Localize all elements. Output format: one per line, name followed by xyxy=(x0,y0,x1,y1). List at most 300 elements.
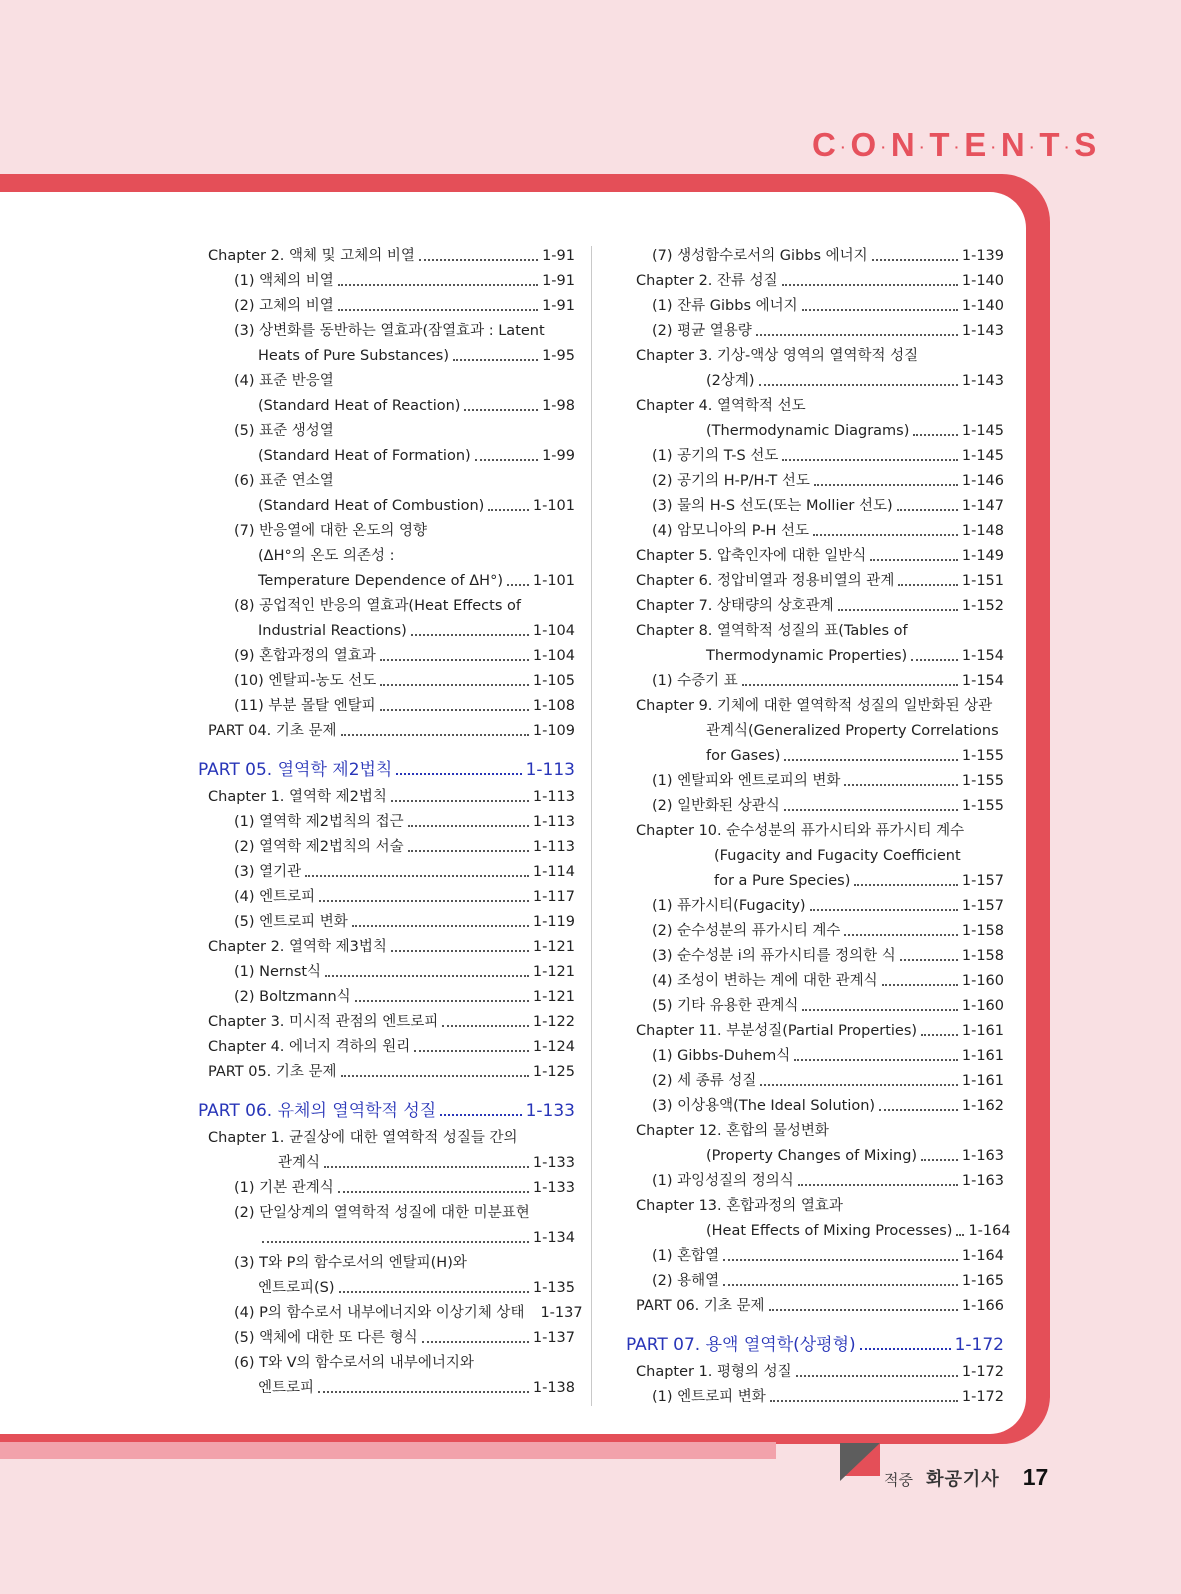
toc-entry[interactable] xyxy=(626,794,1004,819)
toc-entry-title: Chapter 1. 균질상에 대한 열역학적 성질들 간의 xyxy=(208,1130,518,1146)
toc-leader-dots xyxy=(756,334,958,336)
toc-entry-title: (1) 수증기 표 xyxy=(652,673,738,689)
toc-entry[interactable] xyxy=(626,644,1004,669)
toc-entry-title: (2) 세 종류 성질 xyxy=(652,1073,757,1089)
toc-entry-title: Chapter 2. 액체 및 고체의 비열 xyxy=(208,248,415,264)
toc-page-number: 1-133 xyxy=(532,1180,575,1196)
footer-book-title: 화공기사 xyxy=(926,1469,1000,1490)
toc-page-number: 1-157 xyxy=(961,898,1004,914)
toc-leader-dots xyxy=(422,1341,529,1343)
toc-page-number: 1-124 xyxy=(532,1039,575,1055)
toc-leader-dots xyxy=(784,809,958,811)
toc-leader-dots xyxy=(723,1284,958,1286)
toc-entry[interactable] xyxy=(198,1010,575,1035)
toc-page-number: 1-113 xyxy=(525,760,575,780)
toc-page-number: 1-105 xyxy=(532,673,575,689)
toc-entry[interactable] xyxy=(626,969,1004,994)
toc-entry-title: Chapter 3. 기상-액상 영역의 열역학적 성질 xyxy=(636,348,919,364)
toc-entry[interactable] xyxy=(626,769,1004,794)
toc-entry[interactable] xyxy=(626,319,1004,344)
toc-page-number: 1-140 xyxy=(961,273,1004,289)
toc-page-number: 1-101 xyxy=(532,498,575,514)
toc-entry-title: (1) 과잉성질의 정의식 xyxy=(652,1173,794,1189)
toc-entry[interactable] xyxy=(198,1301,583,1326)
toc-page-number: 1-121 xyxy=(532,989,575,1005)
toc-entry-title: (1) 혼합열 xyxy=(652,1248,720,1264)
toc-page-number: 1-98 xyxy=(542,398,575,414)
toc-entry[interactable] xyxy=(198,1151,575,1176)
toc-leader-dots xyxy=(419,259,538,261)
toc-page-number: 1-135 xyxy=(532,1280,575,1296)
toc-page-number: 1-113 xyxy=(532,839,575,855)
toc-entry-title: (2) 단일상계의 열역학적 성질에 대한 미분표현 xyxy=(234,1205,530,1221)
toc-entry[interactable] xyxy=(198,619,575,644)
toc-entry[interactable] xyxy=(626,844,1004,869)
toc-entry-title: Chapter 2. 잔류 성질 xyxy=(636,273,778,289)
toc-leader-dots xyxy=(838,609,958,611)
toc-page-number: 1-163 xyxy=(961,1173,1004,1189)
toc-entry-title: (2상계) xyxy=(706,373,755,389)
toc-page-number: 1-155 xyxy=(961,748,1004,764)
toc-page-number: 1-151 xyxy=(961,573,1004,589)
toc-entry-title: (9) 혼합과정의 열효과 xyxy=(234,648,376,664)
toc-page-number: 1-91 xyxy=(542,248,575,264)
toc-page-number: 1-117 xyxy=(532,889,575,905)
toc-entry[interactable] xyxy=(626,1094,1004,1119)
toc-entry[interactable] xyxy=(626,394,1004,419)
toc-leader-dots xyxy=(339,1291,529,1293)
toc-entry[interactable] xyxy=(626,719,1004,744)
toc-page-number: 1-140 xyxy=(961,298,1004,314)
toc-page-number: 1-137 xyxy=(532,1330,575,1346)
toc-entry[interactable] xyxy=(198,1226,575,1251)
toc-leader-dots xyxy=(475,459,538,461)
toc-part-heading[interactable] xyxy=(626,1331,1004,1360)
toc-entry-title: Chapter 1. 평형의 성질 xyxy=(636,1364,792,1380)
toc-leader-dots xyxy=(798,1184,958,1186)
toc-page-number: 1-148 xyxy=(961,523,1004,539)
toc-page-number: 1-113 xyxy=(532,789,575,805)
toc-entry[interactable] xyxy=(626,619,1004,644)
toc-entry[interactable] xyxy=(198,1201,575,1226)
toc-entry[interactable] xyxy=(626,944,1004,969)
toc-entry-title: (3) 상변화를 동반하는 열효과(잠열효과 : Latent xyxy=(234,323,545,339)
toc-entry-title: Chapter 4. 에너지 격하의 원리 xyxy=(208,1039,411,1055)
toc-entry[interactable] xyxy=(198,885,575,910)
toc-page-number: 1-121 xyxy=(532,939,575,955)
toc-entry-title: (5) 엔트로피 변화 xyxy=(234,914,348,930)
toc-entry[interactable] xyxy=(198,294,575,319)
toc-page-number: 1-152 xyxy=(961,598,1004,614)
toc-leader-dots xyxy=(341,734,529,736)
toc-page-number: 1-133 xyxy=(532,1155,575,1171)
toc-entry[interactable] xyxy=(198,1351,575,1376)
toc-entry[interactable] xyxy=(626,919,1004,944)
toc-leader-dots xyxy=(408,825,529,827)
toc-entry[interactable] xyxy=(626,1019,1004,1044)
toc-entry[interactable] xyxy=(626,294,1004,319)
toc-entry-title: Chapter 4. 열역학적 선도 xyxy=(636,398,806,414)
toc-entry[interactable] xyxy=(198,810,575,835)
toc-page-number: 1-108 xyxy=(532,698,575,714)
toc-entry-title: (1) 엔트로피 변화 xyxy=(652,1389,766,1405)
toc-page-number: 1-165 xyxy=(961,1273,1004,1289)
toc-leader-dots xyxy=(913,434,957,436)
toc-page-number: 1-161 xyxy=(961,1073,1004,1089)
toc-leader-dots xyxy=(453,359,538,361)
toc-page-number: 1-91 xyxy=(542,298,575,314)
toc-entry[interactable] xyxy=(626,869,1004,894)
toc-leader-dots xyxy=(897,509,958,511)
toc-entry-title: (2) 평균 열용량 xyxy=(652,323,752,339)
toc-entry[interactable] xyxy=(626,894,1004,919)
toc-entry-title: (8) 공업적인 반응의 열효과(Heat Effects of xyxy=(234,598,521,614)
toc-entry-title: (5) 기타 유용한 관계식 xyxy=(652,998,799,1014)
toc-left-column xyxy=(198,244,583,1401)
toc-entry[interactable] xyxy=(626,1044,1004,1069)
toc-leader-dots xyxy=(324,1166,529,1168)
toc-page-number: 1-121 xyxy=(532,964,575,980)
toc-page-number: 1-104 xyxy=(532,648,575,664)
toc-entry-title: Chapter 7. 상태량의 상호관계 xyxy=(636,598,834,614)
toc-entry[interactable] xyxy=(626,744,1004,769)
toc-leader-dots xyxy=(440,1114,521,1116)
toc-leader-dots xyxy=(355,1000,529,1002)
toc-entry[interactable] xyxy=(626,1169,1004,1194)
toc-entry[interactable] xyxy=(626,1069,1004,1094)
toc-leader-dots xyxy=(338,284,538,286)
toc-page-number: 1-122 xyxy=(532,1014,575,1030)
toc-leader-dots xyxy=(770,1400,958,1402)
toc-page-number: 1-91 xyxy=(542,273,575,289)
toc-entry-title: (Heat Effects of Mixing Processes) xyxy=(706,1223,953,1239)
contents-title: C ·O ·N ·T ·E ·N ·T ·S xyxy=(812,126,1100,163)
toc-leader-dots xyxy=(854,884,958,886)
toc-entry-title: (2) 공기의 H-P/H-T 선도 xyxy=(652,473,810,489)
toc-entry[interactable] xyxy=(626,494,1004,519)
toc-entry[interactable] xyxy=(198,419,575,444)
column-divider xyxy=(591,246,592,1406)
toc-entry[interactable] xyxy=(198,319,575,344)
toc-leader-dots xyxy=(900,959,958,961)
toc-entry[interactable] xyxy=(626,1144,1004,1169)
toc-leader-dots xyxy=(414,1050,529,1052)
toc-page-number: 1-158 xyxy=(961,923,1004,939)
toc-leader-dots xyxy=(380,684,529,686)
toc-entry[interactable] xyxy=(198,985,575,1010)
toc-entry-title: PART 05. 기초 문제 xyxy=(208,1064,337,1080)
toc-entry-title: (7) 생성함수로서의 Gibbs 에너지 xyxy=(652,248,868,264)
toc-leader-dots xyxy=(507,584,529,586)
toc-leader-dots xyxy=(723,1259,958,1261)
toc-entry[interactable] xyxy=(626,369,1004,394)
toc-entry[interactable] xyxy=(626,1385,1004,1410)
toc-leader-dots xyxy=(814,484,958,486)
toc-leader-dots xyxy=(380,709,529,711)
toc-entry[interactable] xyxy=(626,1219,1011,1244)
toc-entry[interactable] xyxy=(198,719,575,744)
toc-leader-dots xyxy=(802,1009,957,1011)
toc-entry-title: Chapter 11. 부분성질(Partial Properties) xyxy=(636,1023,918,1039)
toc-entry-title: PART 04. 기초 문제 xyxy=(208,723,337,739)
toc-entry[interactable] xyxy=(198,694,575,719)
toc-entry-title: (3) 이상용액(The Ideal Solution) xyxy=(652,1098,876,1114)
toc-leader-dots xyxy=(813,534,958,536)
toc-page-number: 1-145 xyxy=(961,448,1004,464)
toc-leader-dots xyxy=(802,309,958,311)
toc-entry-title: (1) Nernst식 xyxy=(234,964,322,980)
toc-entry-title: Chapter 13. 혼합과정의 열효과 xyxy=(636,1198,843,1214)
toc-entry[interactable] xyxy=(626,694,1004,719)
toc-leader-dots xyxy=(442,1025,529,1027)
toc-entry-title: Chapter 9. 기체에 대한 열역학적 성질의 일반화된 상관 xyxy=(636,698,993,714)
toc-leader-dots xyxy=(956,1234,964,1236)
toc-page-number: 1-113 xyxy=(532,814,575,830)
toc-entry[interactable] xyxy=(198,935,575,960)
toc-page-number: 1-164 xyxy=(961,1248,1004,1264)
toc-entry-title: (1) 기본 관계식 xyxy=(234,1180,334,1196)
toc-part-heading[interactable] xyxy=(198,1097,575,1126)
toc-page-number: 1-155 xyxy=(961,798,1004,814)
toc-entry-title: (2) 순수성분의 퓨가시티 계수 xyxy=(652,923,841,939)
toc-leader-dots xyxy=(341,1075,529,1077)
toc-leader-dots xyxy=(882,984,958,986)
toc-entry[interactable] xyxy=(626,1269,1004,1294)
toc-leader-dots xyxy=(319,900,529,902)
toc-entry[interactable] xyxy=(626,244,1004,269)
toc-entry[interactable] xyxy=(626,544,1004,569)
toc-entry[interactable] xyxy=(198,1251,575,1276)
toc-leader-dots xyxy=(879,1109,958,1111)
toc-entry-title: (1) 열역학 제2법칙의 접근 xyxy=(234,814,404,830)
toc-entry-title: PART 07. 용액 열역학(상평형) xyxy=(626,1335,856,1355)
toc-leader-dots xyxy=(396,773,521,775)
toc-page-number: 1-164 xyxy=(968,1223,1011,1239)
toc-page-number: 1-104 xyxy=(532,623,575,639)
toc-page-number: 1-125 xyxy=(532,1064,575,1080)
toc-entry[interactable] xyxy=(198,594,575,619)
toc-leader-dots xyxy=(759,384,958,386)
toc-entry-title: Chapter 2. 열역학 제3법칙 xyxy=(208,939,387,955)
toc-entry[interactable] xyxy=(198,669,575,694)
toc-entry-title: Chapter 3. 미시적 관점의 엔트로피 xyxy=(208,1014,439,1030)
toc-leader-dots xyxy=(810,909,958,911)
toc-entry[interactable] xyxy=(626,269,1004,294)
toc-entry[interactable] xyxy=(626,344,1004,369)
footer-pink-bar xyxy=(0,1442,776,1459)
toc-entry-title: (7) 반응열에 대한 온도의 영향 xyxy=(234,523,428,539)
toc-entry-title: (5) 액체에 대한 또 다른 형식 xyxy=(234,1330,418,1346)
page-fold-corner xyxy=(840,1443,880,1481)
toc-entry[interactable] xyxy=(198,394,575,419)
toc-leader-dots xyxy=(464,409,538,411)
toc-leader-dots xyxy=(921,1034,958,1036)
footer-subtitle: 적중 xyxy=(884,1471,913,1489)
toc-leader-dots xyxy=(921,1159,958,1161)
toc-entry-title: for Gases) xyxy=(706,748,781,764)
toc-entry[interactable] xyxy=(198,344,575,369)
toc-entry[interactable] xyxy=(198,519,575,544)
toc-page-number: 1-163 xyxy=(961,1148,1004,1164)
toc-entry[interactable] xyxy=(198,1326,575,1351)
toc-entry-title: (5) 표준 생성열 xyxy=(234,423,334,439)
toc-entry-title: (3) 순수성분 i의 퓨가시티를 정의한 식 xyxy=(652,948,896,964)
toc-leader-dots xyxy=(408,850,529,852)
toc-entry-title: Thermodynamic Properties) xyxy=(706,648,908,664)
toc-entry[interactable] xyxy=(198,369,575,394)
toc-leader-dots xyxy=(844,784,957,786)
toc-page-number: 1-143 xyxy=(961,373,1004,389)
toc-leader-dots xyxy=(898,584,958,586)
toc-entry-title: Temperature Dependence of ΔH°) xyxy=(258,573,503,589)
toc-page-number: 1-119 xyxy=(532,914,575,930)
toc-entry[interactable] xyxy=(198,544,575,569)
toc-page-number: 1-138 xyxy=(532,1380,575,1396)
toc-entry[interactable] xyxy=(626,1119,1004,1144)
toc-page-number: 1-145 xyxy=(961,423,1004,439)
toc-entry-title: (4) 조성이 변하는 계에 대한 관계식 xyxy=(652,973,878,989)
toc-entry[interactable] xyxy=(626,1294,1004,1319)
toc-entry[interactable] xyxy=(198,569,575,594)
toc-page-number: 1-147 xyxy=(961,498,1004,514)
toc-page-number: 1-162 xyxy=(961,1098,1004,1114)
page-footer xyxy=(884,1464,1048,1491)
toc-page-number: 1-154 xyxy=(961,648,1004,664)
toc-entry[interactable] xyxy=(198,269,575,294)
toc-entry-title: (1) 퓨가시티(Fugacity) xyxy=(652,898,806,914)
toc-page-number: 1-160 xyxy=(961,998,1004,1014)
toc-entry[interactable] xyxy=(626,569,1004,594)
toc-entry[interactable] xyxy=(626,1360,1004,1385)
toc-entry[interactable] xyxy=(198,860,575,885)
toc-entry-title: (Standard Heat of Combustion) xyxy=(258,498,485,514)
toc-page-number: 1-134 xyxy=(532,1230,575,1246)
toc-entry-title: Chapter 1. 열역학 제2법칙 xyxy=(208,789,387,805)
toc-entry[interactable] xyxy=(198,1176,575,1201)
toc-entry[interactable] xyxy=(198,244,575,269)
toc-entry-title: Chapter 8. 열역학적 성질의 표(Tables of xyxy=(636,623,908,639)
toc-page-number: 1-160 xyxy=(961,973,1004,989)
toc-leader-dots xyxy=(352,925,529,927)
toc-leader-dots xyxy=(325,975,529,977)
toc-entry[interactable] xyxy=(198,910,575,935)
toc-entry-title: (Thermodynamic Diagrams) xyxy=(706,423,910,439)
toc-page-number: 1-172 xyxy=(961,1389,1004,1405)
toc-entry-title: (3) 물의 H-S 선도(또는 Mollier 선도) xyxy=(652,498,893,514)
toc-page-number: 1-109 xyxy=(532,723,575,739)
toc-entry-title: (4) 표준 반응열 xyxy=(234,373,334,389)
toc-page-number: 1-101 xyxy=(532,573,575,589)
toc-entry-title: (Property Changes of Mixing) xyxy=(706,1148,918,1164)
toc-entry-title: (4) 암모니아의 P-H 선도 xyxy=(652,523,809,539)
toc-leader-dots xyxy=(391,950,529,952)
toc-entry[interactable] xyxy=(198,785,575,810)
toc-leader-dots xyxy=(784,759,958,761)
toc-entry-title: (2) 열역학 제2법칙의 서술 xyxy=(234,839,404,855)
toc-entry-title: (1) 액체의 비열 xyxy=(234,273,334,289)
toc-leader-dots xyxy=(391,800,529,802)
toc-page-number: 1-99 xyxy=(542,448,575,464)
toc-page-number: 1-166 xyxy=(961,1298,1004,1314)
toc-entry-title: 엔트로피 xyxy=(258,1380,315,1396)
toc-page-number: 1-158 xyxy=(961,948,1004,964)
toc-page-number: 1-95 xyxy=(542,348,575,364)
toc-leader-dots xyxy=(796,1375,958,1377)
toc-entry-title: Industrial Reactions) xyxy=(258,623,407,639)
toc-entry-title: 엔트로피(S) xyxy=(258,1280,335,1296)
toc-entry[interactable] xyxy=(198,444,575,469)
toc-page-number: 1-139 xyxy=(961,248,1004,264)
toc-entry[interactable] xyxy=(198,960,575,985)
toc-page-number: 1-155 xyxy=(961,773,1004,789)
toc-entry[interactable] xyxy=(198,469,575,494)
toc-entry-title: (2) 고체의 비열 xyxy=(234,298,334,314)
toc-entry-title: (2) Boltzmann식 xyxy=(234,989,351,1005)
toc-right-column xyxy=(626,244,1011,1410)
toc-entry[interactable] xyxy=(626,994,1004,1019)
toc-leader-dots xyxy=(782,284,958,286)
toc-entry[interactable] xyxy=(626,594,1004,619)
toc-entry-title: (1) 공기의 T-S 선도 xyxy=(652,448,779,464)
toc-entry-title: 관계식 xyxy=(278,1155,321,1171)
toc-entry-title: (10) 엔탈피-농도 선도 xyxy=(234,673,377,689)
toc-leader-dots xyxy=(488,509,529,511)
toc-leader-dots xyxy=(318,1391,529,1393)
toc-entry[interactable] xyxy=(626,519,1004,544)
toc-leader-dots xyxy=(305,875,529,877)
toc-entry[interactable] xyxy=(198,494,575,519)
toc-entry[interactable] xyxy=(198,1376,575,1401)
toc-entry-title: (3) T와 P의 함수로서의 엔탈피(H)와 xyxy=(234,1255,467,1271)
toc-entry[interactable] xyxy=(626,669,1004,694)
toc-leader-dots xyxy=(338,1191,529,1193)
toc-entry-title: (4) P의 함수로서 내부에너지와 이상기체 상태 xyxy=(234,1305,525,1321)
toc-entry-title: Chapter 12. 혼합의 물성변화 xyxy=(636,1123,829,1139)
toc-leader-dots xyxy=(760,1084,957,1086)
toc-page-number: 1-161 xyxy=(961,1048,1004,1064)
toc-entry[interactable] xyxy=(626,1194,1004,1219)
toc-leader-dots xyxy=(911,659,958,661)
toc-entry[interactable] xyxy=(198,644,575,669)
toc-page-number: 1-172 xyxy=(954,1335,1004,1355)
toc-entry[interactable] xyxy=(198,1126,575,1151)
toc-entry-title: (3) 열기관 xyxy=(234,864,302,880)
toc-page-number: 1-146 xyxy=(961,473,1004,489)
toc-entry[interactable] xyxy=(626,1244,1004,1269)
toc-entry[interactable] xyxy=(198,1035,575,1060)
toc-entry[interactable] xyxy=(626,469,1004,494)
toc-entry[interactable] xyxy=(626,419,1004,444)
toc-leader-dots xyxy=(769,1309,958,1311)
toc-leader-dots xyxy=(860,1348,951,1350)
toc-entry[interactable] xyxy=(626,819,1004,844)
toc-leader-dots xyxy=(262,1241,529,1243)
toc-page-number: 1-157 xyxy=(961,873,1004,889)
toc-entry[interactable] xyxy=(198,1060,575,1085)
toc-leader-dots xyxy=(794,1059,958,1061)
toc-leader-dots xyxy=(844,934,957,936)
toc-leader-dots xyxy=(872,259,958,261)
toc-entry-title: Chapter 6. 정압비열과 정용비열의 관계 xyxy=(636,573,895,589)
toc-entry[interactable] xyxy=(198,835,575,860)
toc-entry[interactable] xyxy=(626,444,1004,469)
toc-leader-dots xyxy=(870,559,958,561)
toc-part-heading[interactable] xyxy=(198,756,575,785)
toc-entry-title: (11) 부분 몰탈 엔탈피 xyxy=(234,698,376,714)
toc-entry-title: for a Pure Species) xyxy=(714,873,851,889)
toc-entry[interactable] xyxy=(198,1276,575,1301)
toc-leader-dots xyxy=(782,459,957,461)
